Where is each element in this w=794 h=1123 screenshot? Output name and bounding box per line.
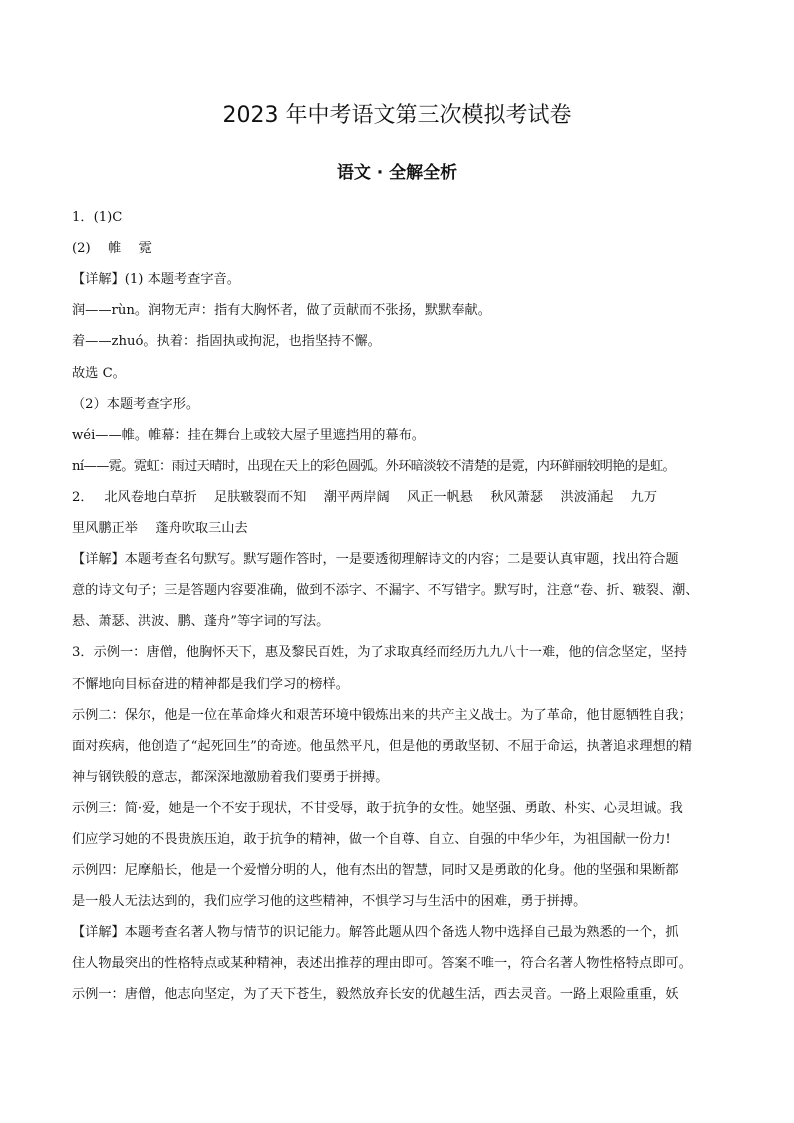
text-line: (2) 帷 霓 (72, 241, 152, 257)
text-line: 里风鹏正举 蓬舟吹取三山去 (72, 521, 248, 537)
page-title: 2023 年中考语文第三次模拟考试卷 (222, 103, 572, 128)
text-line: 住人物最突出的性格特点或某种精神，表述出推荐的理由即可。答案不唯一，符合名著人物性格特点即可。 (72, 956, 692, 972)
text-line: 示例三：简·爱，她是一个不安于现状，不甘受辱，敢于抗争的女性。她坚强、勇敢、朴实、心灵坦诚。我 (72, 800, 683, 816)
text-line: 【详解】本题考查名句默写。默写题作答时，一是要透彻理解诗文的内容；二是要认真审题，找出符合题 (72, 552, 679, 568)
text-line: 故选 C。 (72, 365, 126, 381)
text-line: 示例四：尼摩船长，他是一个爱憎分明的人，他有杰出的智慧，同时又是勇敢的化身。他的坚强和果断都 (72, 863, 679, 879)
text-line: （2）本题考查字形。 (72, 396, 200, 412)
text-line: wéi——帷。帷幕：挂在舞台上或较大屋子里遮挡用的幕布。 (72, 427, 425, 443)
text-line: 【详解】(1) 本题考查字音。 (72, 272, 240, 288)
text-line: 面对疾病，他创造了“起死回生”的奇迹。他虽然平凡，但是他的勇敢坚韧、不屈于命运，执著追求理想的精 (72, 738, 693, 754)
text-line: 悬、萧瑟、洪波、鹏、蓬舟”等字词的写法。 (72, 614, 330, 630)
text-line: ní——霓。霓虹：雨过天晴时，出现在天上的彩色圆弧。外环暗淡较不清楚的是霓，内环鲜丽较明艳的是虹。 (72, 458, 676, 474)
text-line: 示例二：保尔，他是一位在革命烽火和艰苦环境中锻炼出来的共产主义战士。为了革命，他甘愿牺牲自我； (72, 707, 692, 723)
text-line: 3．示例一：唐僧，他胸怀天下，惠及黎民百姓，为了求取真经而经历九九八十一难，他的信念坚定，坚持 (72, 645, 688, 661)
text-line: 2． 北风卷地白草折 足肤皲裂而不知 潮平两岸阔 风正一帆悬 秋风萧瑟 洪波涌起 九万 (72, 489, 658, 505)
text-line: 着——zhuó。执着：指固执或拘泥，也指坚持不懈。 (72, 334, 381, 350)
answer-body (72, 171, 728, 1011)
text-line: 神与钢铁般的意志，都深深地激励着我们要勇于拼搏。 (72, 769, 389, 785)
text-line: 是一般人无法达到的，我们应学习他的这些精神，不惧学习与生活中的困难，勇于拼搏。 (72, 894, 587, 910)
text-line: 意的诗文句子；三是答题内容要准确，做到不添字、不漏字、不写错字。默写时，注意“卷、折、皲裂、潮、 (72, 583, 699, 599)
text-line: 【详解】本题考查名著人物与情节的识记能力。解答此题从四个备选人物中选择自己最为熟悉的一个，抓 (72, 925, 679, 941)
text-line: 们应学习她的不畏贵族压迫，敢于抗争的精神，做一个自尊、自立、自强的中华少年，为祖国献一份力! (72, 831, 671, 847)
text-line: 润——rùn。润物无声：指有大胸怀者，做了贡献而不张扬，默默奉献。 (72, 303, 491, 319)
text-line: 1．(1)C (72, 210, 123, 226)
page-subtitle: 语文 · 全解全析 (336, 163, 458, 183)
text-line: 不懈地向目标奋进的精神都是我们学习的榜样。 (72, 676, 349, 692)
text-line: 示例一：唐僧，他志向坚定，为了天下苍生，毅然放弃长安的优越生活，西去灵音。一路上艰险重重，妖 (72, 987, 679, 1003)
